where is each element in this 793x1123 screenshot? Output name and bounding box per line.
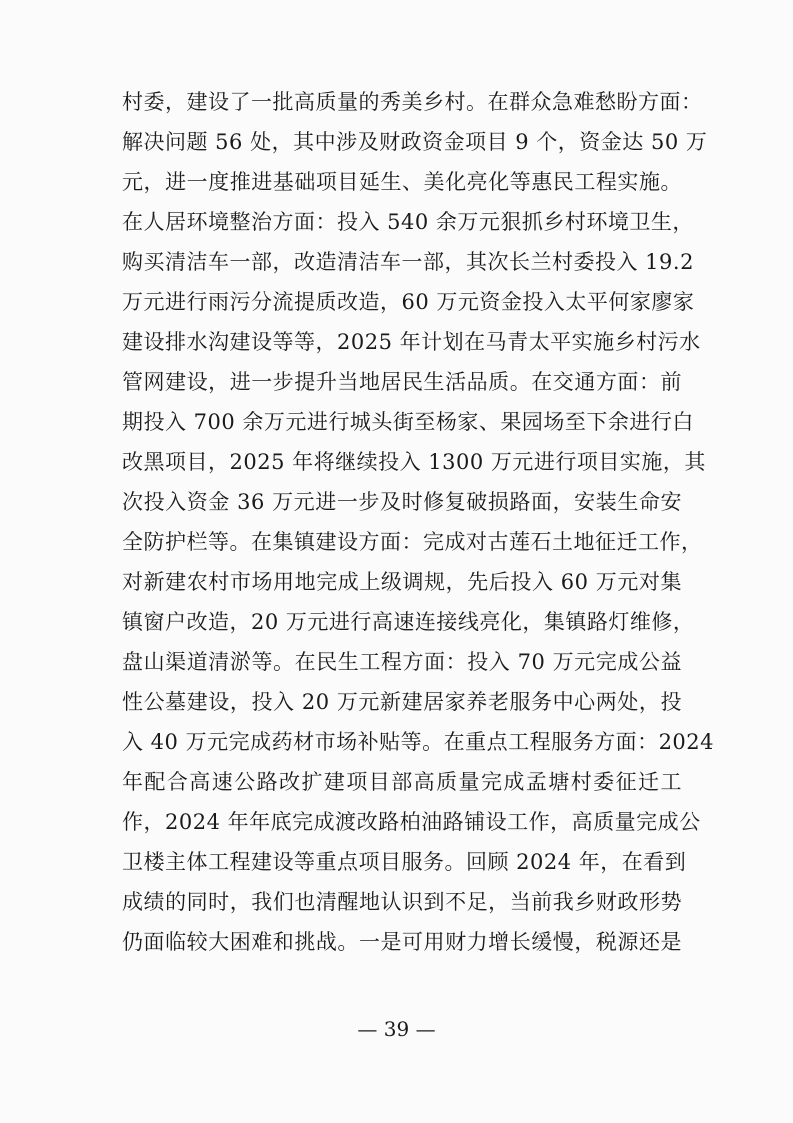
text-line: 成绩的同时，我们也清醒地认识到不足，当前我乡财政形势 (122, 890, 682, 914)
text-line: 对新建农村市场用地完成上级调规，先后投入 60 万元对集 (122, 570, 682, 594)
text-line: 解决问题 56 处，其中涉及财政资金项目 9 个，资金达 50 万 (122, 130, 708, 154)
text-line: 购买清洁车一部，改造清洁车一部，其次长兰村委投入 19.2 (122, 250, 694, 274)
text-line: 期投入 700 余万元进行城头街至杨家、果园场至下余进行白 (122, 410, 694, 434)
text-line: 仍面临较大困难和挑战。一是可用财力增长缓慢，税源还是 (122, 930, 682, 954)
text-line: 年配合高速公路改扩建项目部高质量完成孟塘村委征迁工 (122, 770, 682, 794)
text-line: 在人居环境整治方面：投入 540 余万元狠抓乡村环境卫生， (122, 210, 694, 234)
text-line: 作，2024 年年底完成渡改路柏油路铺设工作，高质量完成公 (122, 810, 701, 834)
text-line: 建设排水沟建设等等，2025 年计划在马青太平实施乡村污水 (122, 330, 701, 354)
body-text (122, 82, 715, 962)
text-line: 次投入资金 36 万元进一步及时修复破损路面，安装生命安 (122, 490, 682, 514)
text-line: 镇窗户改造，20 万元进行高速连接线亮化，集镇路灯维修， (122, 610, 695, 634)
text-line: 村委，建设了一批高质量的秀美乡村。在群众急难愁盼方面： (122, 90, 703, 114)
page-number: — 39 — (357, 1017, 436, 1041)
text-line: 入 40 万元完成药材市场补贴等。在重点工程服务方面：2024 (122, 730, 715, 754)
text-line: 改黑项目，2025 年将继续投入 1300 万元进行项目实施，其 (122, 450, 706, 474)
text-line: 全防护栏等。在集镇建设方面：完成对古莲石土地征迁工作， (122, 530, 703, 554)
text-line: 万元进行雨污分流提质改造，60 万元资金投入太平何家廖家 (122, 290, 695, 314)
text-line: 元，进一度推进基础项目延生、美化亮化等惠民工程实施。 (122, 170, 682, 194)
text-line: 卫楼主体工程建设等重点项目服务。回顾 2024 年，在看到 (122, 850, 687, 874)
text-line: 性公墓建设，投入 20 万元新建居家养老服务中心两处，投 (122, 690, 682, 714)
text-line: 盘山渠道清淤等。在民生工程方面：投入 70 万元完成公益 (122, 650, 682, 674)
text-line: 管网建设，进一步提升当地居民生活品质。在交通方面：前 (122, 370, 682, 394)
